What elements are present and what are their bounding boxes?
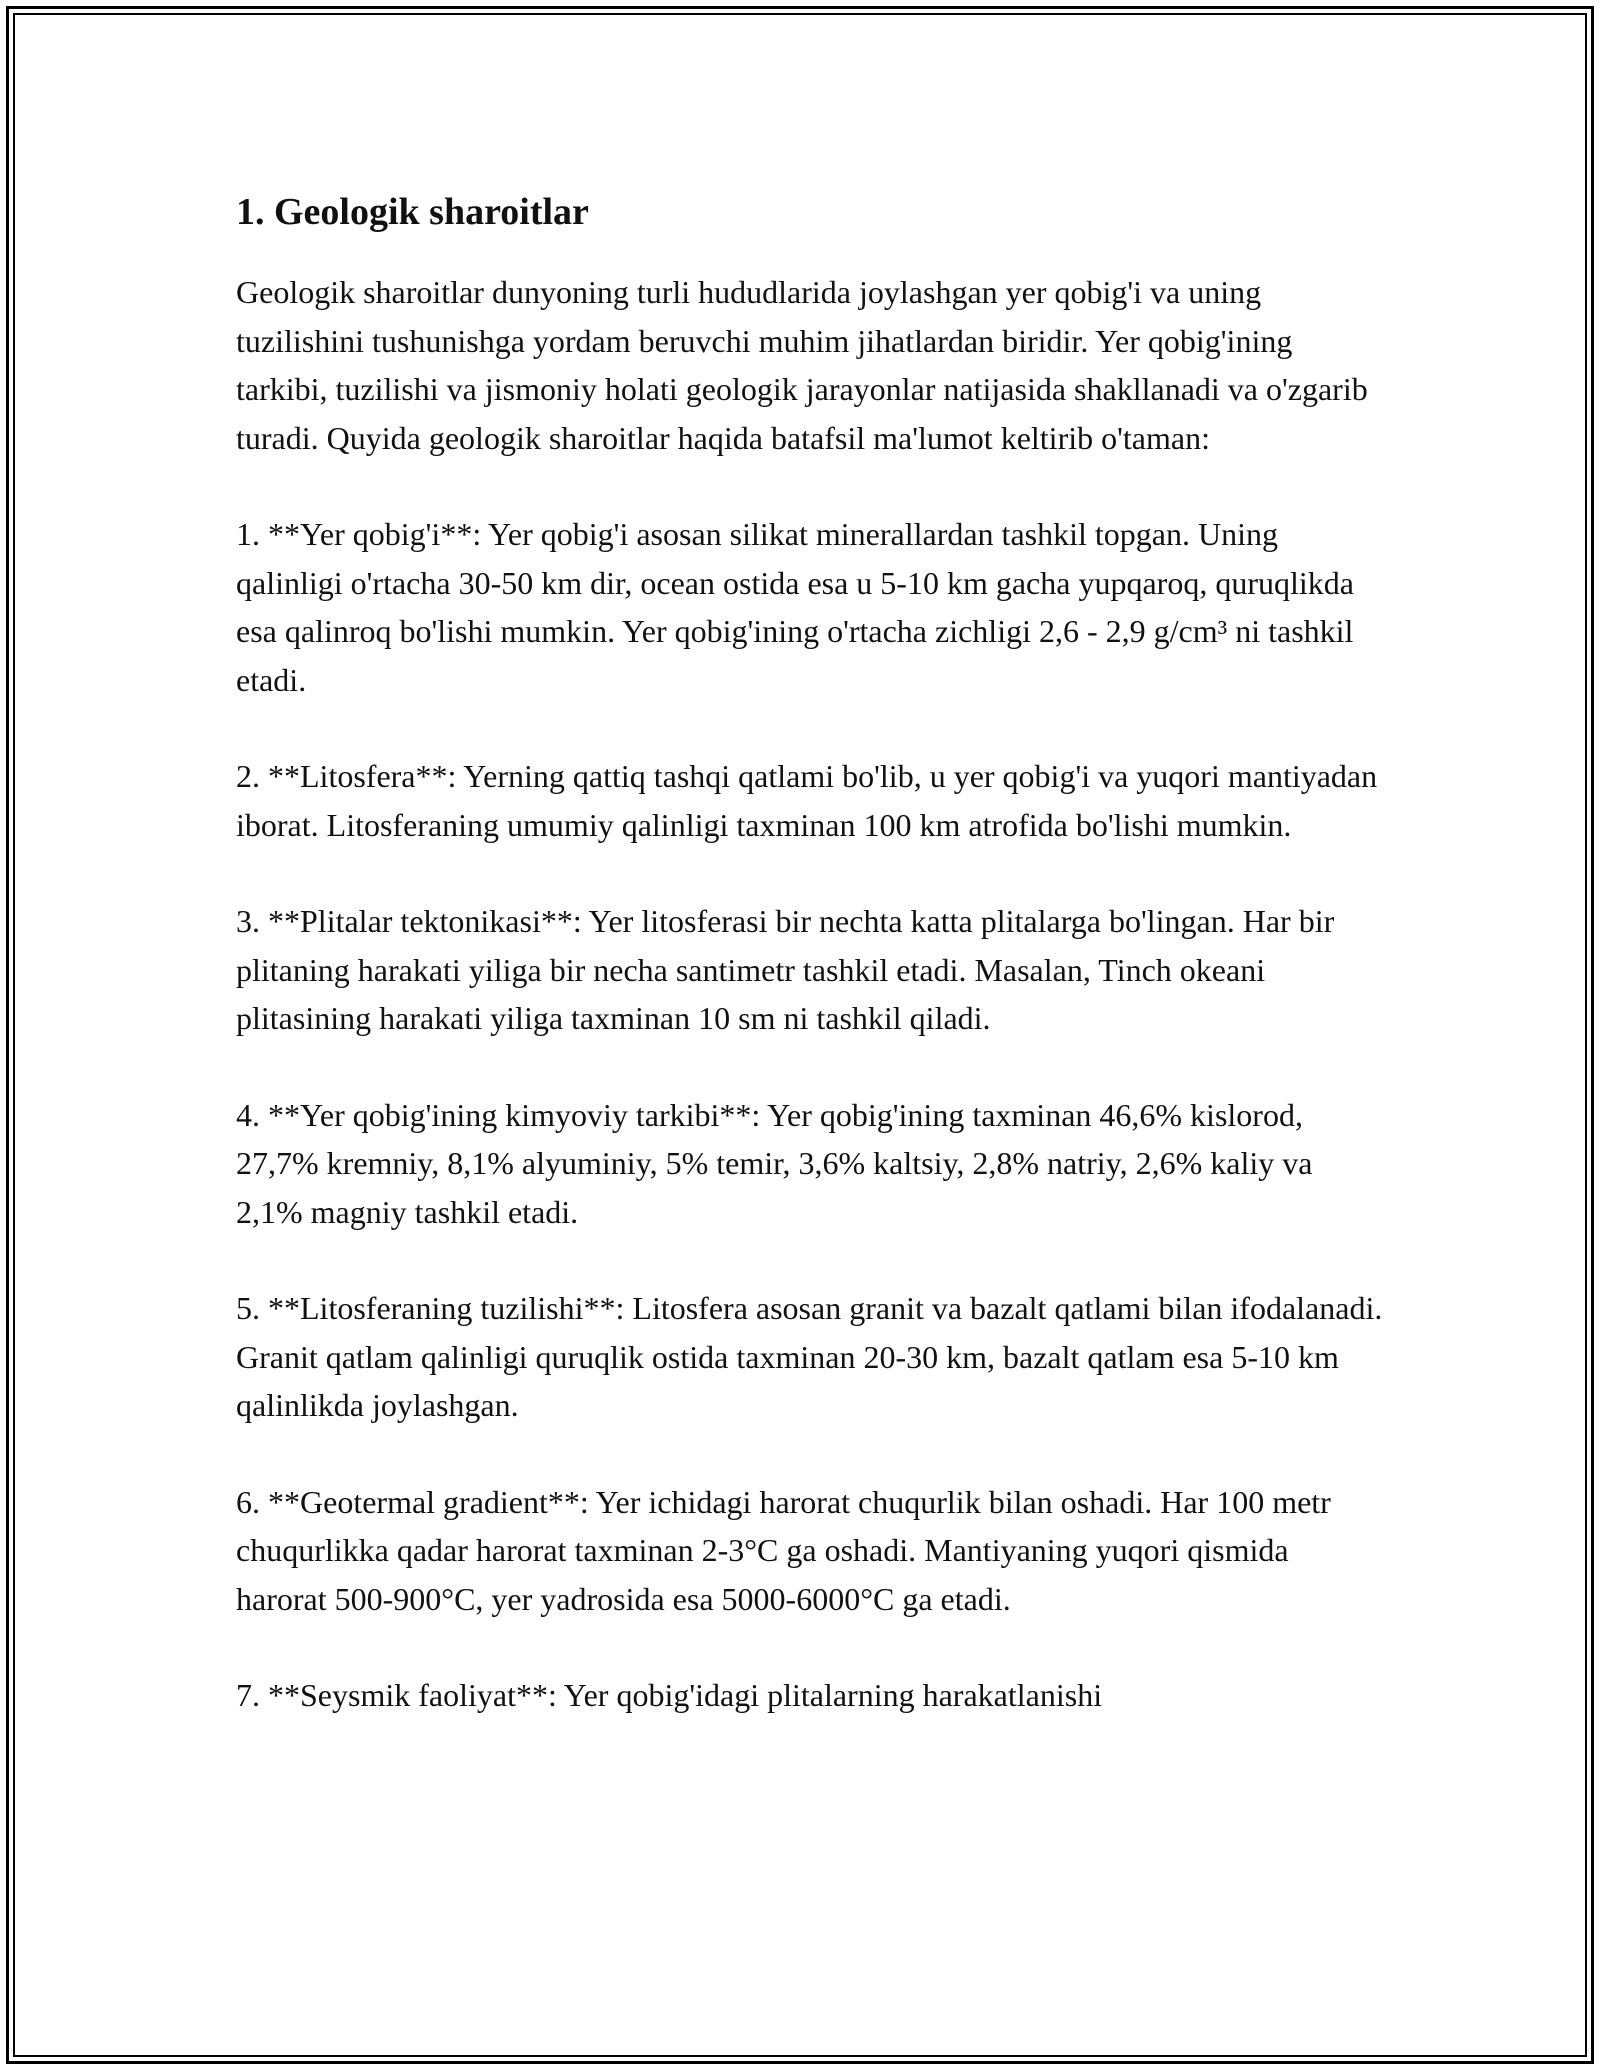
list-item-seismic-activity: 7. **Seysmik faoliyat**: Yer qobig'idagi plitalarning harakatlanishi bbox=[236, 1677, 1103, 1713]
intro-paragraph: Geologik sharoitlar dunyoning turli hududlarida joylashgan yer qobig'i va uning tuzilishini tushunishga yordam beruvchi muhim jihatlardan biridir. Yer qobig'ining tarkibi, tuzilishi va jismoniy holati geologik jarayonlar natijasida shakllanadi va o'zgarib turadi. Quyida geologik sharoitlar haqida batafsil ma'lumot keltirib o'taman: bbox=[236, 274, 1368, 456]
list-item-crust: 1. **Yer qobig'i**: Yer qobig'i asosan silikat minerallardan tashkil topgan. Uning qalinligi o'rtacha 30-50 km dir, ocean ostida esa u 5-10 km gacha yupqaroq, quruqlikda esa qalinroq bo'lishi mumkin. Yer qobig'ining o'rtacha zichligi 2,6 - 2,9 g/cm³ ni tashkil etadi. bbox=[236, 516, 1354, 698]
list-item-chemical-composition: 4. **Yer qobig'ining kimyoviy tarkibi**: Yer qobig'ining taxminan 46,6% kislorod, 27,7% kremniy, 8,1% alyuminiy, 5% temir, 3,6% kaltsiy, 2,8% natriy, 2,6% kaliy va 2,1% magniy tashkil etadi. bbox=[236, 1096, 1313, 1230]
list-item-plate-tectonics: 3. **Plitalar tektonikasi**: Yer litosferasi bir nechta katta plitalarga bo'lingan. Har bir plitaning harakati yiliga bir necha santimetr tashkil etadi. Masalan, Tinch okeani plitasining harakati yiliga taxminan 10 sm ni tashkil qiladi. bbox=[236, 903, 1335, 1036]
list-item-geothermal-gradient: 6. **Geotermal gradient**: Yer ichidagi harorat chuqurlik bilan oshadi. Har 100 metr chuqurlikka qadar harorat taxminan 2-3°C ga oshadi. Mantiyaning yuqori qismida harorat 500-900°C, yer yadrosida esa 5000-6000°C ga etadi. bbox=[236, 1483, 1331, 1617]
section-heading: 1. Geologik sharoitlar bbox=[236, 191, 589, 233]
document-body bbox=[236, 188, 1386, 1768]
list-item-lithosphere: 2. **Litosfera**: Yerning qattiq tashqi qatlami bo'lib, u yer qobig'i va yuqori mantiyadan iborat. Litosferaning umumiy qalinligi taxminan 100 km atrofida bo'lishi mumkin. bbox=[236, 758, 1378, 843]
list-item-lithosphere-structure: 5. **Litosferaning tuzilishi**: Litosfera asosan granit va bazalt qatlami bilan ifodalanadi. Granit qatlam qalinligi quruqlik ostida taxminan 20-30 km, bazalt qatlam esa 5-10 km qalinlikda joylashgan. bbox=[236, 1290, 1383, 1423]
